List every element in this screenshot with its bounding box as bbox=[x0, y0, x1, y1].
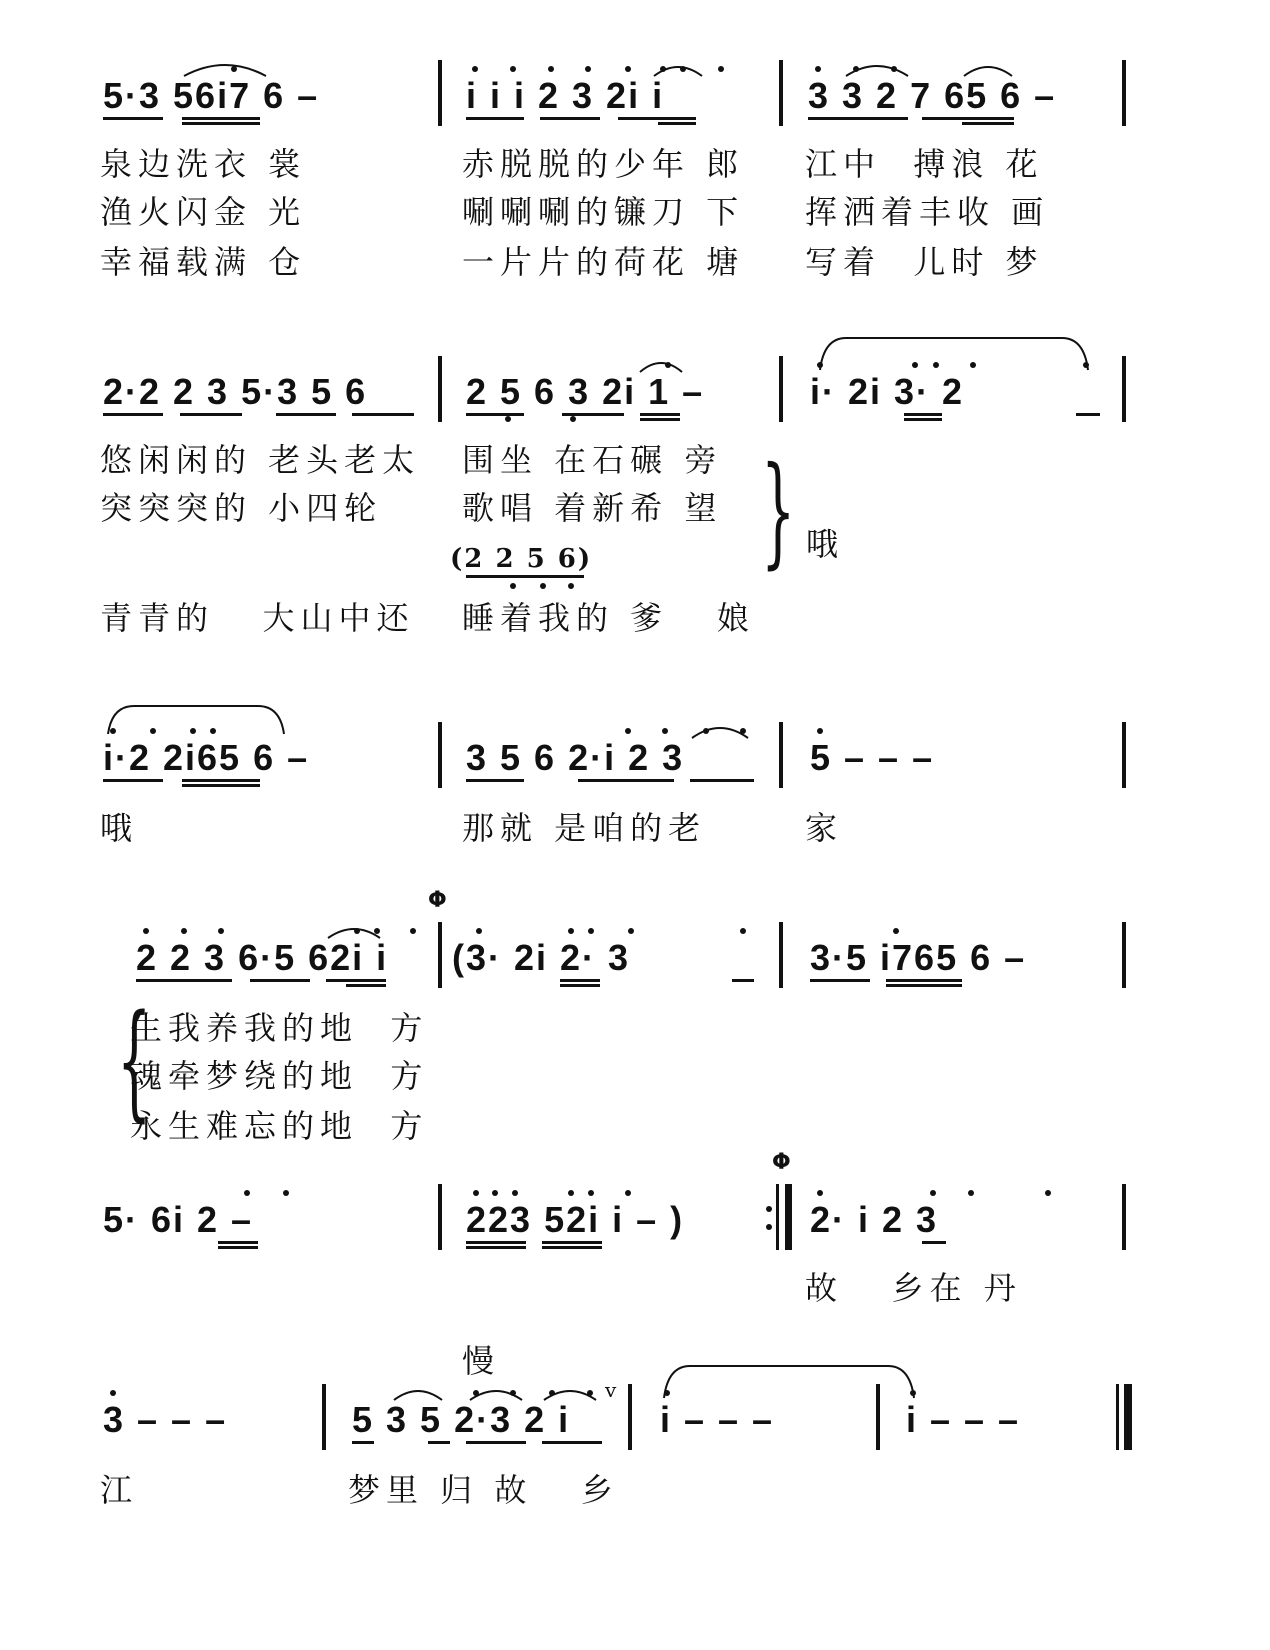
beam bbox=[640, 418, 680, 421]
barline bbox=[628, 1384, 632, 1450]
octave-dot bbox=[588, 928, 594, 934]
lyric: 那就 是咱的老 bbox=[462, 809, 707, 847]
barline bbox=[1122, 356, 1126, 422]
measure: i·2 2i65 6 – bbox=[103, 737, 310, 778]
measure: 2·2 2 3 5·3 5 6 bbox=[103, 371, 368, 412]
octave-dot bbox=[283, 1190, 289, 1196]
measure: 2 2 3 6·5 62i i bbox=[136, 937, 389, 978]
barline bbox=[438, 1184, 442, 1250]
octave-dot bbox=[585, 66, 591, 72]
beam bbox=[466, 1441, 526, 1444]
octave-dot bbox=[472, 66, 478, 72]
beam bbox=[886, 979, 962, 982]
slur bbox=[842, 56, 912, 80]
octave-dot bbox=[143, 928, 149, 934]
octave-dot-low bbox=[568, 583, 574, 589]
beam bbox=[904, 418, 942, 421]
lyric-verse-3: 睡着我的 爹 娘 bbox=[462, 599, 755, 637]
beam bbox=[922, 1241, 946, 1244]
lyric-verse-1: 生我养我的地 方 bbox=[130, 1009, 429, 1047]
octave-dot bbox=[625, 728, 631, 734]
beam bbox=[352, 1441, 374, 1444]
lyric: 故 乡在 丹 bbox=[805, 1269, 1022, 1307]
measure: 5· 6i 2 – bbox=[103, 1199, 254, 1240]
slur bbox=[324, 918, 384, 942]
octave-dot bbox=[628, 928, 634, 934]
beam bbox=[466, 1241, 526, 1244]
lyric-verse-3: 幸福载满 仓 bbox=[100, 243, 307, 281]
octave-dot bbox=[662, 728, 668, 734]
slur bbox=[466, 1380, 526, 1404]
beam bbox=[103, 117, 163, 120]
lyric-verse-1: 悠闲闲的 老头老太 bbox=[100, 441, 421, 479]
slur bbox=[390, 1380, 446, 1404]
beam bbox=[808, 117, 908, 120]
octave-dot bbox=[1045, 1190, 1051, 1196]
lyric-verse-3: 永生难忘的地 方 bbox=[130, 1107, 429, 1145]
measure: i – – – bbox=[906, 1399, 1021, 1440]
octave-dot bbox=[568, 1190, 574, 1196]
beam bbox=[618, 117, 696, 120]
lyric-verse-2: 渔火闪金 光 bbox=[100, 193, 307, 231]
beam bbox=[180, 413, 242, 416]
final-barline-thin bbox=[1116, 1384, 1119, 1450]
measure: i – – – bbox=[660, 1399, 775, 1440]
lyric-verse-1: 江中 搏浪 花 bbox=[805, 145, 1044, 183]
measure: 3 – – – bbox=[103, 1399, 228, 1440]
beam bbox=[466, 575, 584, 578]
octave-dot bbox=[110, 1390, 116, 1396]
barline bbox=[438, 356, 442, 422]
lyric: 梦里 归 故 乡 bbox=[348, 1471, 619, 1509]
octave-dot bbox=[817, 1190, 823, 1196]
barline bbox=[322, 1384, 326, 1450]
tempo-marking: 慢 bbox=[462, 1342, 495, 1380]
beam bbox=[428, 1441, 450, 1444]
left-brace: { bbox=[116, 988, 152, 1135]
lyric-verse-3: 一片片的荷花 塘 bbox=[462, 243, 745, 281]
final-barline-thick bbox=[1124, 1384, 1132, 1450]
lyric-verse-1: 围坐 在石碾 旁 bbox=[462, 441, 723, 479]
measure: (3· 2i 2· 3 bbox=[452, 937, 631, 978]
lyric-verse-2: 突突突的 小四轮 bbox=[100, 489, 383, 527]
octave-dot bbox=[718, 66, 724, 72]
barline bbox=[1122, 722, 1126, 788]
beam bbox=[810, 979, 870, 982]
barline bbox=[779, 722, 783, 788]
barline bbox=[1122, 60, 1126, 126]
beam bbox=[136, 979, 232, 982]
beam bbox=[466, 117, 524, 120]
octave-dot bbox=[968, 1190, 974, 1196]
lyric-verse-3: 青青的 大山中还 bbox=[100, 599, 415, 637]
measure: 5 – – – bbox=[810, 737, 935, 778]
lyric: 江 bbox=[100, 1471, 139, 1509]
right-brace: } bbox=[760, 442, 796, 581]
slur bbox=[180, 56, 270, 80]
measure: 223 52i i – ) bbox=[466, 1199, 685, 1240]
octave-dot-low bbox=[540, 583, 546, 589]
octave-dot-low bbox=[510, 583, 516, 589]
beam bbox=[346, 984, 386, 987]
octave-dot bbox=[512, 1190, 518, 1196]
slur bbox=[104, 702, 288, 738]
lyric-verse-2: 魂牵梦绕的地 方 bbox=[130, 1057, 429, 1095]
octave-dot-low bbox=[570, 416, 576, 422]
beam bbox=[542, 1241, 602, 1244]
repeat-dot bbox=[766, 1206, 772, 1212]
slur bbox=[650, 56, 706, 80]
repeat-barline-thick bbox=[785, 1184, 792, 1250]
lyric-verse-2: 挥洒着丰收 画 bbox=[805, 193, 1050, 231]
repeat-barline bbox=[776, 1184, 779, 1250]
octave-dot bbox=[181, 928, 187, 934]
lyric-verse-2: 唰唰唰的镰刀 下 bbox=[462, 193, 745, 231]
coda-mark: Φ bbox=[772, 1150, 791, 1175]
lyric-verse-1: 赤脱脱的少年 郎 bbox=[462, 145, 745, 183]
breath-mark: v bbox=[605, 1378, 617, 1402]
beam bbox=[560, 984, 600, 987]
barline bbox=[779, 356, 783, 422]
beam bbox=[560, 979, 600, 982]
beam bbox=[578, 779, 674, 782]
barline bbox=[438, 722, 442, 788]
barline bbox=[438, 922, 442, 988]
octave-dot-low bbox=[505, 416, 511, 422]
slur bbox=[540, 1380, 600, 1404]
octave-dot bbox=[410, 928, 416, 934]
beam bbox=[640, 413, 680, 416]
beam bbox=[904, 413, 942, 416]
beam bbox=[182, 117, 260, 120]
measure: i· 2i 3· 2 bbox=[810, 371, 965, 412]
barline bbox=[1122, 1184, 1126, 1250]
beam bbox=[182, 779, 260, 782]
tie bbox=[660, 1362, 918, 1402]
octave-dot bbox=[568, 928, 574, 934]
slur bbox=[636, 352, 686, 376]
beam bbox=[1076, 413, 1100, 416]
beam bbox=[466, 1246, 526, 1249]
beam bbox=[276, 413, 336, 416]
beam bbox=[922, 117, 1014, 120]
lyric-verse-3: 写着 儿时 梦 bbox=[805, 243, 1044, 281]
lyric: 哦 bbox=[100, 809, 139, 847]
octave-dot bbox=[893, 928, 899, 934]
octave-dot bbox=[548, 66, 554, 72]
octave-dot bbox=[218, 928, 224, 934]
beam bbox=[103, 779, 163, 782]
octave-dot bbox=[588, 1190, 594, 1196]
slur bbox=[960, 56, 1016, 80]
beam bbox=[540, 117, 600, 120]
side-lyric: 哦 bbox=[806, 525, 845, 563]
measure: 2· i 2 3 bbox=[810, 1199, 939, 1240]
octave-dot bbox=[740, 928, 746, 934]
octave-dot bbox=[625, 66, 631, 72]
beam bbox=[250, 979, 310, 982]
repeat-dot bbox=[766, 1224, 772, 1230]
measure: 5 3 5 2·3 2 i bbox=[352, 1399, 571, 1440]
beam bbox=[182, 784, 260, 787]
beam bbox=[542, 1441, 602, 1444]
slur bbox=[688, 718, 752, 742]
octave-dot bbox=[510, 66, 516, 72]
octave-dot bbox=[473, 1190, 479, 1196]
beam bbox=[732, 979, 754, 982]
lyric-verse-1: 泉边洗衣 裳 bbox=[100, 145, 307, 183]
octave-dot bbox=[492, 1190, 498, 1196]
beam bbox=[466, 413, 524, 416]
beam bbox=[962, 122, 1014, 125]
measure: 3 5 6 2·i 2 3 bbox=[466, 737, 685, 778]
measure: 3 3 2 7 65 6 – bbox=[808, 75, 1057, 116]
beam bbox=[886, 984, 962, 987]
measure: 2 5 6 3 2i 1 – bbox=[466, 371, 705, 412]
beam bbox=[658, 122, 696, 125]
measure: i i i 2 3 2i i bbox=[466, 75, 665, 116]
measure: 5·3 56i7 6 – bbox=[103, 75, 320, 116]
lyric: 家 bbox=[805, 809, 844, 847]
beam bbox=[542, 1246, 602, 1249]
beam bbox=[326, 979, 386, 982]
measure: 3·5 i765 6 – bbox=[810, 937, 1027, 978]
coda-mark: Φ bbox=[428, 888, 447, 913]
barline bbox=[779, 60, 783, 126]
beam bbox=[466, 779, 524, 782]
octave-dot bbox=[817, 728, 823, 734]
barline bbox=[779, 922, 783, 988]
octave-dot bbox=[625, 1190, 631, 1196]
beam bbox=[690, 779, 754, 782]
alt-notes: (2 2 5 6) bbox=[450, 544, 593, 574]
beam bbox=[352, 413, 414, 416]
barline bbox=[1122, 922, 1126, 988]
octave-dot bbox=[244, 1190, 250, 1196]
octave-dot bbox=[476, 928, 482, 934]
octave-dot bbox=[815, 66, 821, 72]
beam bbox=[103, 413, 163, 416]
beam bbox=[182, 122, 260, 125]
octave-dot bbox=[930, 1190, 936, 1196]
barline bbox=[438, 60, 442, 126]
beam bbox=[218, 1241, 258, 1244]
beam bbox=[218, 1246, 258, 1249]
lyric-verse-2: 歌唱 着新希 望 bbox=[462, 489, 723, 527]
slur bbox=[816, 334, 1092, 374]
